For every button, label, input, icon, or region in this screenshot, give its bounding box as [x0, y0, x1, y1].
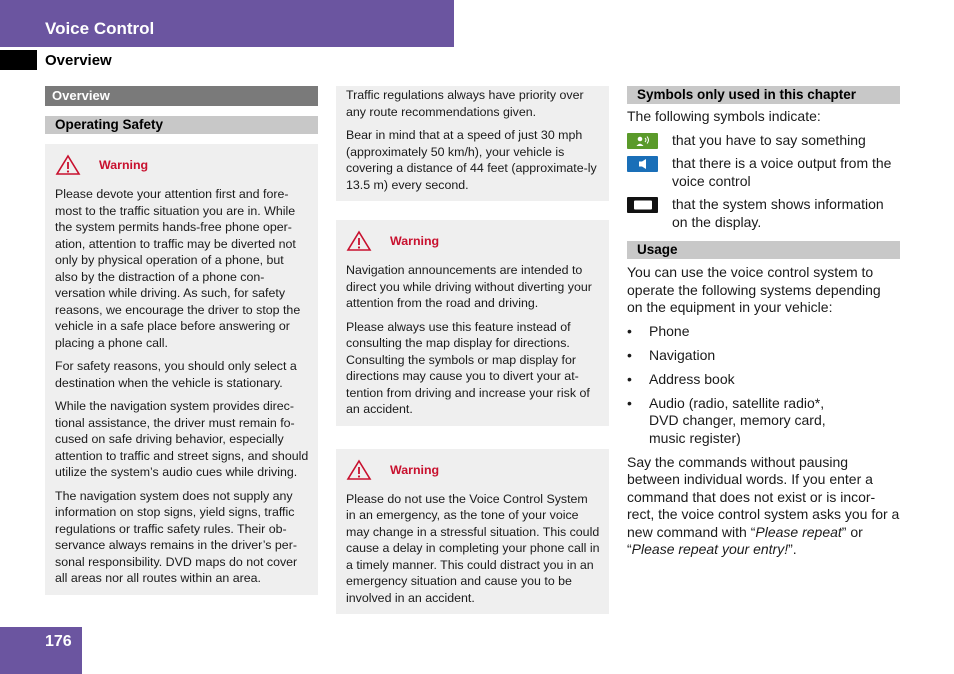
symbol-row-display	[627, 196, 900, 231]
paragraph: Please do not use the Voice Control System in an emergency, as the tone of your voice may change in a stressful situation. This could cause a delay in completing your phone call in a timely manner. This could distract you in an emergency situation and cause you to be involved in an accident.	[346, 491, 600, 605]
paragraph: The navigation system does not supply any information on stop signs, yield signs, traffic regulations or traffic safety rules. Their ob-servance always remains in the driver’s per-sonal responsibility. DVD maps do not cover all areas nor all routes within an area.	[55, 488, 298, 585]
paragraph: Traffic regulations always have priority over any route recommendations given.	[346, 88, 584, 119]
info-box-traffic	[336, 86, 609, 201]
closing-italic: Please repeat your entry!	[631, 541, 789, 557]
speaker-output-icon	[627, 156, 658, 172]
symbol-text: that you have to say something	[672, 131, 866, 148]
warning-label: Warning	[99, 158, 149, 172]
symbol-row-voice-output	[627, 155, 900, 190]
symbol-text: that the system shows information on the display.	[672, 196, 884, 230]
audio-line: Audio (radio, satellite radio*,	[649, 394, 825, 411]
chapter-title: Voice Control	[45, 19, 155, 38]
page-number: 176	[45, 633, 72, 650]
warning-header	[346, 459, 600, 481]
closing-text: Say the commands without pausing between individual words. If you enter a command that does not exist or is incor-rect, the voice control system asks you for a new command with “	[627, 453, 900, 540]
list-item: • Navigation	[627, 347, 900, 365]
closing-text: ”.	[788, 541, 797, 557]
warning-box-navigation	[336, 220, 609, 426]
closing-text: ” or “	[627, 523, 863, 557]
subsection-heading-operating-safety: Operating Safety	[45, 116, 318, 134]
section-subtitle: Overview	[45, 52, 112, 69]
display-icon	[627, 197, 658, 213]
warning-label: Warning	[390, 462, 440, 477]
middle-column	[336, 86, 609, 614]
list-item-audio	[627, 395, 900, 448]
paragraph: Navigation announcements are intended to direct you while driving without diverting your attention from the road and driving.	[346, 263, 592, 310]
list-item: • Phone	[627, 323, 900, 341]
warning-box-safety	[45, 144, 318, 595]
warning-triangle-icon	[346, 230, 372, 252]
warning-triangle-icon	[55, 154, 81, 176]
section-marker	[0, 50, 37, 70]
paragraph: For safety reasons, you should only select a destination when the vehicle is stationary.	[55, 359, 297, 390]
section-heading-usage: Usage	[627, 241, 900, 259]
warning-header	[55, 154, 309, 176]
paragraph: Please devote your attention first and fore-most to the traffic situation you are in. While the system permits hands-free phone oper-ation, attention to traffic may be diverted not only by physical operation of a phone, but also by the distraction of a phone con-versation while driving. As such, for safety reasons, we encourage the driver to stop the vehicle in a safe place before answering or placing a phone call.	[55, 187, 301, 350]
warning-label: Warning	[390, 234, 440, 248]
speak-icon	[627, 133, 658, 149]
warning-box-emergency	[336, 449, 609, 615]
left-column	[45, 86, 318, 595]
paragraph: While the navigation system provides direc-tional assistance, the driver must remain fo-cused on safe driving behavior, especially attention to traffic and street signs, and should utilize the system’s audio cues while driving.	[55, 399, 309, 479]
closing-paragraph	[627, 454, 900, 559]
warning-header	[346, 230, 600, 252]
audio-line: DVD changer, memory card,	[649, 412, 826, 428]
closing-italic: Please repeat	[755, 523, 842, 540]
symbol-text: that there is a voice output from the voice control	[672, 155, 892, 189]
right-column	[627, 86, 900, 565]
usage-intro: You can use the voice control system to operate the following systems depending on the equipment in your vehicle:	[627, 264, 881, 315]
symbol-row-speak	[627, 132, 900, 150]
paragraph: Bear in mind that at a speed of just 30 mph (approximately 50 km/h), your vehicle is covering a distance of 44 feet (approximate-ly 13.5 m) every second.	[346, 128, 597, 192]
usage-list	[627, 323, 900, 448]
section-heading-symbols: Symbols only used in this chapter	[627, 86, 900, 104]
list-item: • Address book	[627, 371, 900, 389]
warning-triangle-icon	[346, 459, 372, 481]
symbols-intro: The following symbols indicate:	[627, 108, 821, 124]
section-heading-overview: Overview	[45, 86, 318, 106]
paragraph: Please always use this feature instead of consulting the map display for directions. Consulting the symbols or map display for directions may cause you to divert your at-tention from driving and increase your risk of an accident.	[346, 319, 590, 416]
audio-line: music register)	[649, 429, 741, 446]
